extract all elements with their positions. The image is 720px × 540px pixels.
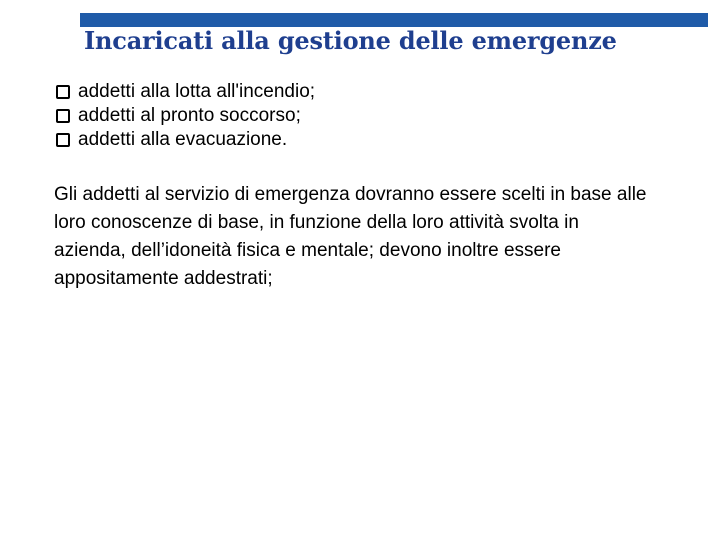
body-paragraph: Gli addetti al servizio di emergenza dovranno essere scelti in base alle loro conoscenze di base, in funzione della loro attività svolta in azienda, dell’idoneità fisica e mentale; devono inoltre essere appositamente addestrati;	[54, 184, 647, 289]
list-item	[56, 128, 315, 152]
list-item	[56, 80, 315, 104]
checkbox-bullet-icon	[56, 109, 70, 123]
bullet-text: addetti alla lotta all'incendio;	[78, 81, 316, 102]
bullet-text: addetti alla evacuazione.	[78, 129, 288, 150]
title-accent-bar	[80, 13, 708, 27]
checkbox-bullet-icon	[56, 133, 70, 147]
bullet-text: addetti al pronto soccorso;	[78, 105, 301, 126]
slide-title: Incaricati alla gestione delle emergenze	[84, 26, 617, 55]
list-item	[56, 104, 315, 128]
checkbox-bullet-icon	[56, 85, 70, 99]
bullet-list	[56, 80, 315, 152]
